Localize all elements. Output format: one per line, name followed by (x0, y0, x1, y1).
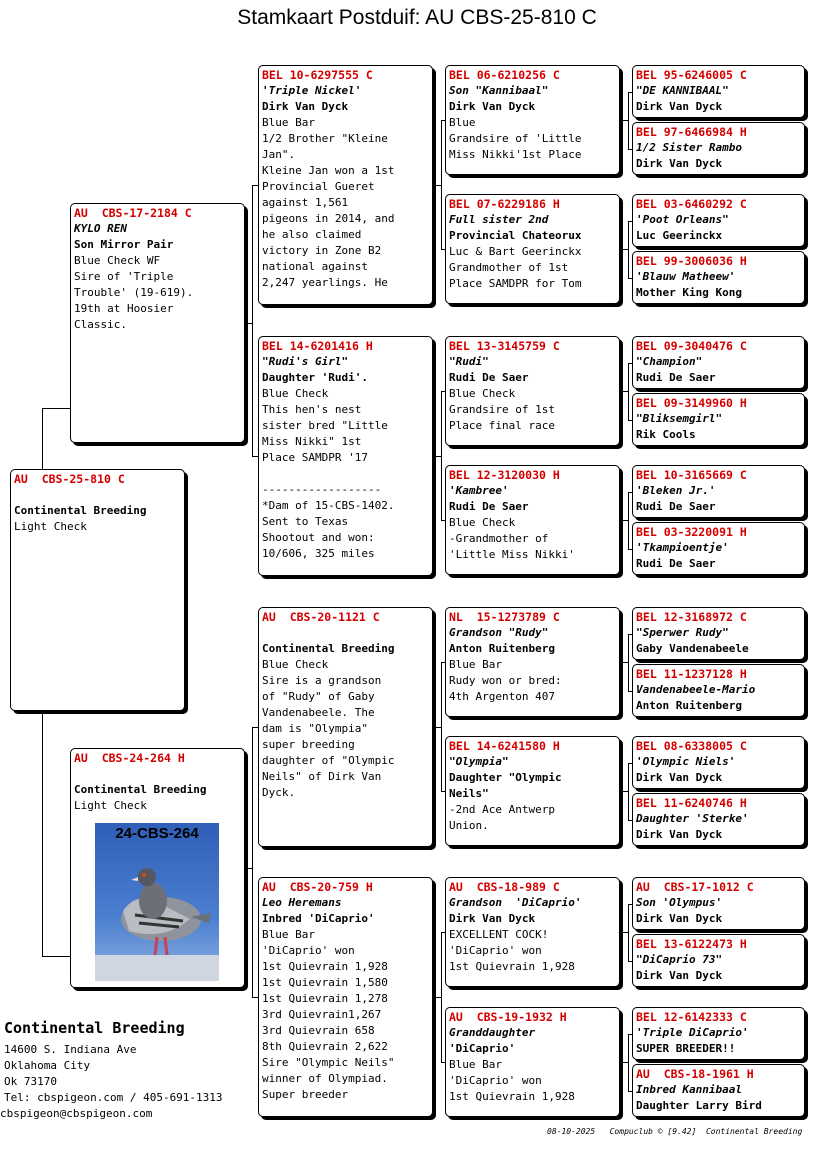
connector-line (441, 662, 442, 792)
card-line: Dirk Van Dyck (636, 828, 723, 841)
connector-line (620, 662, 628, 663)
card-line: Neils" of Dirk Van (262, 770, 382, 783)
breeder-info (0, 1018, 223, 1122)
card-line: he also claimed (262, 228, 362, 241)
breeder-tel: Tel: cbspigeon.com / 405-691-1313 (4, 1091, 223, 1104)
card-line: Continental Breeding (262, 642, 395, 655)
card-line: Shootout and won: (262, 531, 375, 544)
card-line: Dirk Van Dyck (449, 100, 536, 113)
breeder-email: cbspigeon@cbspigeon.com (0, 1107, 153, 1120)
card-line: Anton Ruitenberg (449, 642, 555, 655)
card-line: 'Kambree' (449, 484, 509, 497)
card-line (262, 466, 429, 482)
card-line: Rudy won or bred: (449, 674, 562, 687)
connector-line (628, 904, 629, 962)
card-line: 10/606, 325 miles (262, 547, 375, 560)
card-line: -2nd Ace Antwerp (449, 803, 555, 816)
breeder-city: Oklahoma City (4, 1059, 91, 1072)
pedigree-card[interactable] (258, 65, 433, 305)
card-line: 1/2 Sister Rambo (636, 141, 742, 154)
card-line: Rudi De Saer (636, 500, 716, 513)
card-line: Super breeder (262, 1088, 349, 1101)
card-line: Miss Nikki'1st Place (449, 148, 582, 161)
card-line: Vandenabeele-Mario (636, 683, 756, 696)
card-line: "Sperwer Rudy" (636, 626, 729, 639)
pedigree-card[interactable] (258, 607, 433, 847)
card-line: 'DiCaprio' won (262, 944, 355, 957)
card-line: Sent to Texas (262, 515, 349, 528)
connector-line (42, 956, 70, 957)
card-line: Kleine Jan won a 1st (262, 164, 395, 177)
card-line: Place SAMDPR for Tom (449, 277, 582, 290)
card-ring: BEL 12-3120030 H (449, 468, 560, 482)
card-ring: AU CBS-20-1121 C (262, 610, 380, 624)
card-line: "Champion" (636, 355, 703, 368)
sire-card[interactable] (70, 203, 245, 443)
card-line: Granddaughter (449, 1026, 536, 1039)
sire-line: KYLO REN (74, 222, 127, 235)
card-ring: BEL 97-6466984 H (636, 125, 747, 139)
pedigree-card[interactable] (632, 522, 805, 575)
card-line: Sire is a grandson (262, 674, 382, 687)
connector-line (628, 634, 629, 692)
card-line: "Bliksemgirl" (636, 412, 723, 425)
card-ring: BEL 12-6142333 C (636, 1010, 747, 1024)
card-line: Rik Cools (636, 428, 696, 441)
connector-line (620, 791, 628, 792)
connector-line (42, 408, 70, 409)
card-line: "Rudi" (449, 355, 489, 368)
pedigree-card[interactable] (632, 736, 805, 789)
card-ring: BEL 10-3165669 C (636, 468, 747, 482)
card-line: super breeding (262, 738, 355, 751)
card-ring: AU CBS-18-989 C (449, 880, 560, 894)
pedigree-card[interactable] (445, 336, 620, 446)
card-line: Luc Geerinckx (636, 229, 723, 242)
card-line: daughter of "Olympic (262, 754, 395, 767)
card-line: SUPER BREEDER!! (636, 1042, 736, 1055)
connector-line (628, 221, 629, 279)
breeder-state: Ok 73170 (4, 1075, 57, 1088)
card-ring: BEL 95-6246005 C (636, 68, 747, 82)
card-line: ------------------ (262, 483, 382, 496)
pedigree-card[interactable] (632, 336, 805, 389)
card-line: Daughter 'Rudi'. (262, 371, 368, 384)
card-ring: BEL 08-6338005 C (636, 739, 747, 753)
pedigree-card[interactable] (445, 65, 620, 175)
card-line: Blue Bar (262, 116, 315, 129)
card-line: against 1,561 (262, 196, 349, 209)
connector-line (245, 868, 252, 869)
card-line: 8th Quievrain 2,622 (262, 1040, 388, 1053)
card-line: Miss Nikki" 1st (262, 435, 362, 448)
card-line (262, 625, 429, 641)
pedigree-card[interactable] (632, 393, 805, 446)
card-line: Dirk Van Dyck (262, 100, 349, 113)
card-ring: BEL 06-6210256 C (449, 68, 560, 82)
card-line: Inbred Kannibaal (636, 1083, 742, 1096)
card-line: Grandmother of 1st (449, 261, 569, 274)
sire-ring: AU CBS-17-2184 C (74, 206, 192, 220)
card-line: This hen's nest (262, 403, 362, 416)
sire-line: 19th at Hoosier (74, 302, 174, 315)
footer-credit: 08-10-2025 Compuclub © [9.42] Continental Breeding (547, 1127, 803, 1136)
card-line: Rudi De Saer (636, 557, 716, 570)
card-line: Dirk Van Dyck (636, 157, 723, 170)
card-line: Place SAMDPR '17 (262, 451, 368, 464)
card-line: Grandsire of 1st (449, 403, 555, 416)
card-line: Blue (449, 116, 476, 129)
card-line: Union. (449, 819, 489, 832)
connector-line (628, 1034, 629, 1092)
card-line: 1st Quievrain 1,928 (262, 960, 388, 973)
pedigree-card[interactable] (632, 194, 805, 247)
pedigree-card[interactable] (445, 877, 620, 987)
card-line: Daughter Larry Bird (636, 1099, 762, 1112)
card-line: Dirk Van Dyck (636, 771, 723, 784)
breeder-name: Continental Breeding (4, 1019, 185, 1037)
card-line: national against (262, 260, 368, 273)
connector-line (441, 391, 442, 521)
card-line: Son "Kannibaal" (449, 84, 549, 97)
card-line: Rudi De Saer (449, 500, 529, 513)
card-ring: BEL 03-6460292 C (636, 197, 747, 211)
card-line: 'Little Miss Nikki' (449, 548, 575, 561)
card-line: "DiCaprio 73" (636, 953, 723, 966)
card-line: Rudi De Saer (636, 371, 716, 384)
connector-line (433, 456, 441, 457)
connector-line (628, 363, 629, 421)
card-line: 'Blauw Matheew' (636, 270, 736, 283)
sire-line: Sire of 'Triple (74, 270, 174, 283)
card-line: 'DiCaprio' (449, 1042, 516, 1055)
card-line: Blue Bar (449, 1058, 502, 1071)
card-ring: BEL 12-3168972 C (636, 610, 747, 624)
card-line: Provincial Gueret (262, 180, 375, 193)
card-line: 1st Quievrain 1,928 (449, 960, 575, 973)
connector-line (620, 249, 628, 250)
card-ring: BEL 10-6297555 C (262, 68, 373, 82)
dam-line: Continental Breeding (74, 783, 207, 796)
pedigree-card[interactable] (445, 465, 620, 575)
card-line: 'DiCaprio' won (449, 1074, 542, 1087)
sire-line: Classic. (74, 318, 127, 331)
connector-line (620, 1062, 628, 1063)
card-ring: BEL 07-6229186 H (449, 197, 560, 211)
pedigree-card[interactable] (445, 736, 620, 846)
card-line: Dirk Van Dyck (636, 100, 723, 113)
card-line: 3rd Quievrain 658 (262, 1024, 375, 1037)
pedigree-card[interactable] (632, 65, 805, 118)
card-line: 3rd Quievrain1,267 (262, 1008, 382, 1021)
card-line: Dirk Van Dyck (636, 912, 723, 925)
card-line: pigeons in 2014, and (262, 212, 395, 225)
card-ring: NL 15-1273789 C (449, 610, 560, 624)
dam-line: Light Check (74, 799, 147, 812)
card-line: Blue Bar (262, 928, 315, 941)
card-ring: BEL 09-3149960 H (636, 396, 747, 410)
card-line: Jan". (262, 148, 296, 161)
subject-line: Continental Breeding (14, 504, 147, 517)
dam-ring: AU CBS-24-264 H (74, 751, 185, 765)
connector-line (42, 408, 43, 469)
pedigree-card[interactable] (632, 793, 805, 846)
connector-line (433, 727, 441, 728)
connector-line (620, 120, 628, 121)
connector-line (628, 92, 629, 150)
card-line: 2,247 yearlings. He (262, 276, 388, 289)
card-line: Blue Check (262, 387, 329, 400)
connector-line (620, 520, 628, 521)
dam-photo (95, 823, 219, 981)
card-line: winner of Olympiad. (262, 1072, 388, 1085)
card-line: Full sister 2nd (449, 213, 549, 226)
card-line: "Rudi's Girl" (262, 355, 349, 368)
card-ring: BEL 03-3220091 H (636, 525, 747, 539)
connector-line (252, 727, 253, 998)
card-line: Gaby Vandenabeele (636, 642, 749, 655)
card-line: 'Bleken Jr.' (636, 484, 716, 497)
sire-line: Blue Check WF (74, 254, 161, 267)
card-ring: BEL 13-3145759 C (449, 339, 560, 353)
card-line: Provincial Chateorux (449, 229, 582, 242)
sire-line: Son Mirror Pair (74, 238, 174, 251)
pedigree-card[interactable] (445, 1007, 620, 1117)
connector-line (433, 185, 441, 186)
connector-line (252, 185, 253, 457)
card-line: Dirk Van Dyck (636, 969, 723, 982)
card-line: Grandson "Rudy" (449, 626, 549, 639)
pedigree-card[interactable] (632, 877, 805, 930)
card-line: Inbred 'DiCaprio' (262, 912, 375, 925)
connector-line (441, 932, 442, 1063)
card-line: 'Poot Orleans" (636, 213, 729, 226)
card-ring: AU CBS-19-1932 H (449, 1010, 567, 1024)
card-line: 'Triple Nickel' (262, 84, 362, 97)
card-line: Mother King Kong (636, 286, 742, 299)
pedigree-card[interactable] (632, 251, 805, 304)
card-line: Vandenabeele. The (262, 706, 375, 719)
card-line: 'Olympic Niels' (636, 755, 736, 768)
pedigree-card[interactable] (632, 1064, 805, 1117)
pedigree-card[interactable] (632, 607, 805, 660)
pedigree-card[interactable] (632, 664, 805, 717)
card-line: 1st Quievrain 1,928 (449, 1090, 575, 1103)
subject-line: Light Check (14, 520, 87, 533)
card-ring: BEL 14-6201416 H (262, 339, 373, 353)
card-line: Grandsire of 'Little (449, 132, 582, 145)
pedigree-card[interactable] (258, 336, 433, 576)
card-line: sister bred "Little (262, 419, 388, 432)
card-line: 4th Argenton 407 (449, 690, 555, 703)
page-title: Stamkaart Postduif: AU CBS-25-810 C (237, 6, 597, 29)
connector-line (433, 997, 441, 998)
card-ring: AU CBS-18-1961 H (636, 1067, 754, 1081)
card-line: -Grandmother of (449, 532, 549, 545)
connector-line (620, 391, 628, 392)
breeder-address: 14600 S. Indiana Ave (4, 1043, 137, 1056)
pedigree-card[interactable] (632, 1007, 805, 1060)
card-line: Place final race (449, 419, 555, 432)
pedigree-card[interactable] (632, 465, 805, 518)
card-line: Daughter "Olympic (449, 771, 562, 784)
card-ring: BEL 09-3040476 C (636, 339, 747, 353)
subject-ring: AU CBS-25-810 C (14, 472, 125, 486)
card-line: Dirk Van Dyck (449, 912, 536, 925)
card-line: Sire "Olympic Neils" (262, 1056, 395, 1069)
card-ring: AU CBS-17-1012 C (636, 880, 754, 894)
subject-card[interactable] (10, 469, 185, 711)
pedigree-card[interactable] (445, 607, 620, 717)
card-line: *Dam of 15-CBS-1402. (262, 499, 395, 512)
card-line: victory in Zone B2 (262, 244, 382, 257)
card-line: 1/2 Brother "Kleine (262, 132, 388, 145)
dam-line (74, 766, 241, 782)
card-ring: BEL 99-3006036 H (636, 254, 747, 268)
card-line: Dyck. (262, 786, 296, 799)
card-line: Blue Check (449, 387, 516, 400)
card-line: Anton Ruitenberg (636, 699, 742, 712)
card-line: Neils" (449, 787, 489, 800)
card-line: Grandson 'DiCaprio' (449, 896, 582, 909)
card-line: 1st Quievrain 1,278 (262, 992, 388, 1005)
card-line: dam is "Olympia" (262, 722, 368, 735)
pedigree-card[interactable] (445, 194, 620, 304)
connector-line (42, 711, 43, 956)
pedigree-card[interactable] (632, 934, 805, 987)
card-line: of "Rudy" of Gaby (262, 690, 375, 703)
card-line: Son 'Olympus' (636, 896, 723, 909)
card-line: 'Triple DiCaprio' (636, 1026, 749, 1039)
card-line: Luc & Bart Geerinckx (449, 245, 582, 258)
dam-photo-label: 24-CBS-264 (115, 825, 199, 842)
pigeon-image (95, 823, 219, 981)
connector-line (441, 120, 442, 250)
card-line: "DE KANNIBAAL" (636, 84, 729, 97)
card-line: Leo Heremans (262, 896, 342, 909)
card-line: Blue Check (262, 658, 329, 671)
card-line: 'DiCaprio' won (449, 944, 542, 957)
connector-line (245, 323, 252, 324)
card-line: Blue Check (449, 516, 516, 529)
pedigree-card[interactable] (258, 877, 433, 1117)
card-line: Rudi De Saer (449, 371, 529, 384)
card-line: Daughter 'Sterke' (636, 812, 749, 825)
connector-line (620, 932, 628, 933)
pedigree-card[interactable] (632, 122, 805, 175)
card-ring: BEL 14-6241580 H (449, 739, 560, 753)
card-line: EXCELLENT COCK! (449, 928, 549, 941)
card-ring: BEL 11-6240746 H (636, 796, 747, 810)
sire-line: Trouble' (19-619). (74, 286, 194, 299)
connector-line (628, 492, 629, 550)
connector-line (628, 763, 629, 821)
card-line: "Olympia" (449, 755, 509, 768)
card-ring: AU CBS-20-759 H (262, 880, 373, 894)
card-line: 1st Quievrain 1,580 (262, 976, 388, 989)
card-line: 'Tkampioentje' (636, 541, 729, 554)
card-line: Blue Bar (449, 658, 502, 671)
card-ring: BEL 13-6122473 H (636, 937, 747, 951)
card-ring: BEL 11-1237128 H (636, 667, 747, 681)
subject-line (14, 487, 181, 503)
